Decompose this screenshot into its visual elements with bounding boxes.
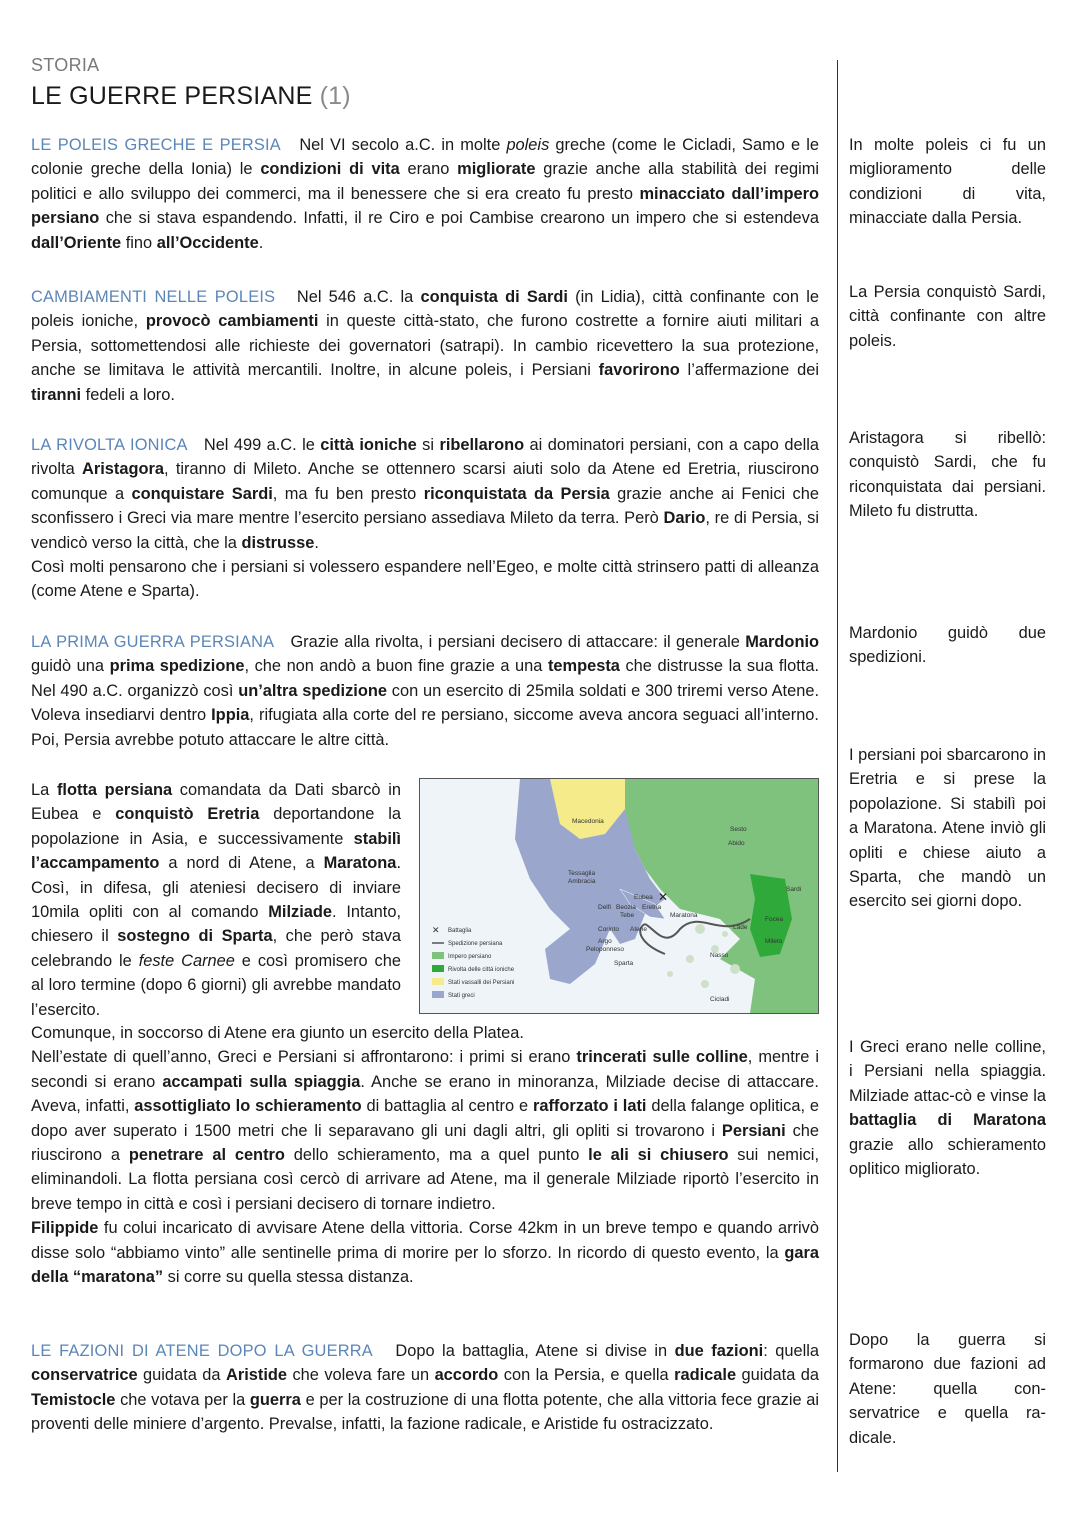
- legend-label: Spedizione persiana: [448, 941, 503, 947]
- page-title: [31, 82, 351, 111]
- text-run: : quella: [763, 1342, 819, 1360]
- text-run: Nel 546 a.C. la: [296, 288, 421, 306]
- text-run: , tiranno di Mileto. Anche se ottennero scarsi aiuti solo da Atene ed Eretria, riuscirono comunque a: [31, 460, 820, 503]
- side-note: [849, 1035, 1046, 1181]
- text-run: feste Carnee: [138, 951, 235, 970]
- text-run: , che però stava celebrando le: [31, 927, 402, 970]
- text-run: penetrare al centro: [128, 1146, 285, 1165]
- column-divider: [837, 60, 838, 1472]
- text-run: radicale: [674, 1366, 737, 1385]
- text-run: che riuscirono a: [31, 1121, 819, 1165]
- text-run: che votava per la: [115, 1390, 250, 1409]
- text-run: , ma fu ben presto: [272, 484, 424, 503]
- text-run: conquistò Eretria: [115, 805, 260, 824]
- text-run: grazie anche ai Fenici che sconfissero i Greci via mare mentre l’esercito persiano assediava Mileto da terra. Però: [31, 484, 819, 528]
- text-run: deportandone la popolazione in Asia, e successivamente: [31, 805, 401, 848]
- title-text: LE GUERRE PERSIANE: [31, 82, 313, 110]
- text-run: sostegno di Sparta: [117, 927, 273, 946]
- title-number: (1): [319, 82, 351, 110]
- map-label: Peloponneso: [586, 946, 624, 953]
- section-rivolta-ionica: [31, 433, 819, 604]
- text-run: città ioniche: [320, 436, 417, 454]
- map-label: Cicladi: [710, 996, 730, 1003]
- text-run: poleis: [506, 136, 550, 154]
- platea-line: Comunque, in soccorso di Atene era giunto un esercito della Platea.: [31, 1024, 524, 1042]
- text-run: che si stava espandendo. Infatti, il re Ciro e poi Cambise crearono un impero che si estendeva: [99, 209, 819, 228]
- text-run: La: [31, 781, 57, 799]
- text-run: conservatrice: [31, 1366, 138, 1385]
- text-run: con un esercito di 25mila soldati e 300 triremi verso Atene. Voleva insediarvi dentro: [31, 681, 819, 725]
- text-run: battaglia di Maratona: [849, 1111, 1046, 1130]
- side-note-text: I persiani poi sbarcarono in Eretria e si prese la popolazione. Si stabilì poi a Maratona. Atene inviò gli opliti e chiese aiuto a Sparta, che mandò un esercito sei giorni dopo.: [849, 746, 1046, 911]
- text-run: grazie anche alla stabilità dei regimi politici e allo sviluppo dei commerci, ma il benessere che si era creato fu presto: [31, 160, 820, 203]
- text-run: accampati sulla spiaggia: [162, 1072, 361, 1091]
- text-run: Aristagora: [82, 460, 164, 479]
- map-label: Sardi: [786, 886, 802, 893]
- text-run: riconquistata da Persia: [423, 484, 610, 503]
- text-run: due fazioni: [674, 1342, 764, 1360]
- section-heading: LA PRIMA GUERRA PERSIANA: [31, 633, 275, 651]
- text-run: Nel 499 a.C. le: [203, 436, 321, 454]
- text-run: che distrusse la sua flotta. Nel 490 a.C. organizzò così: [31, 657, 819, 700]
- section-paragraph: [31, 630, 819, 752]
- map-label: Argo: [598, 938, 612, 945]
- map-label: Ambracia: [568, 878, 596, 885]
- text-run: fino: [121, 233, 157, 252]
- filippide-paragraph: [31, 1216, 819, 1289]
- text-run: guidata da: [137, 1366, 226, 1385]
- text-run: Dopo la battaglia, Atene si divise in: [395, 1342, 675, 1360]
- text-run: Persiani: [721, 1121, 786, 1140]
- persian-swatch: [432, 952, 444, 959]
- section-poleis-persia: [31, 133, 819, 255]
- text-run: dall’Oriente: [31, 233, 122, 252]
- side-note: [849, 621, 1046, 670]
- text-run: migliorate: [457, 160, 536, 179]
- subject-label: STORIA: [31, 55, 100, 75]
- text-run: un’altra spedizione: [238, 681, 387, 700]
- text-run: guidata da: [736, 1366, 819, 1385]
- text-run: e per la costruzione di una flotta potente, che alla vittoria fece grazie ai proventi delle miniere d’argento. Prevalse, infatti, la fazione radicale, e Aristide fu ostracizzato.: [31, 1390, 820, 1434]
- side-note: [849, 133, 1046, 231]
- text-run: in queste città-stato, che furono costrette a fornire aiuti militari a Persia, sottomettendosi alle richieste dei governatori (satrapi). In cambio ricevettero la sua protezione, anche se limitava le attività mercantili. Inoltre, in alcune poleis, i Persiani: [31, 312, 819, 380]
- side-note: [849, 426, 1046, 524]
- text-run: Ippia: [211, 706, 250, 725]
- text-run: .: [258, 233, 264, 252]
- text-run: si corre su quella stessa distanza.: [163, 1268, 414, 1287]
- text-run: assottigliato lo schieramento: [134, 1097, 362, 1116]
- greek-swatch: [432, 991, 444, 998]
- text-run: erano: [399, 160, 458, 179]
- map-block: [31, 778, 819, 1022]
- map-label: Corinto: [598, 926, 619, 933]
- map-label: Atene: [630, 926, 647, 933]
- map-label: Abido: [728, 840, 745, 847]
- legend-label: Stati greci: [448, 993, 475, 999]
- text-run: che voleva fare un: [287, 1366, 435, 1385]
- text-run: grazie allo schieramento oplitico migliorato.: [849, 1135, 1046, 1179]
- text-run: a nord di Atene, a: [159, 854, 324, 873]
- paragraph-body: [31, 1048, 819, 1212]
- legend-label: Battaglia: [448, 928, 472, 934]
- text-run: Mardonio: [745, 633, 820, 651]
- side-note-text: In molte poleis ci fu un miglioramento delle condizioni di vita, minacciate dalla Persia.: [849, 136, 1046, 228]
- text-run: sui nemici, eliminandoli. La flotta persiana così cercò di arrivare ad Atene, ma il generale Milziade riportò l’esercito in breve tempo in città e così i persiani decisero di tornare indietro.: [31, 1146, 819, 1213]
- text-run: prima spedizione: [109, 657, 245, 676]
- text-run: trincerati sulle colline: [576, 1048, 748, 1067]
- map-legend: [432, 926, 515, 999]
- text-run: guerra: [249, 1390, 301, 1409]
- map-label: Beozia: [616, 904, 636, 911]
- text-run: fedeli a loro.: [81, 385, 175, 404]
- section-paragraph: [31, 133, 819, 255]
- text-run: ai dominatori persiani, con a capo della rivolta: [31, 436, 819, 479]
- text-run: greche (come le Cicladi, Samo e le colonie greche della Ionia) le: [31, 136, 819, 179]
- island: [722, 931, 728, 937]
- text-run: comandata da Dati sbarcò in Eubea e: [31, 781, 401, 824]
- side-note-text: Mardonio guidò due spedizioni.: [849, 624, 1046, 667]
- vassal-swatch: [432, 978, 444, 985]
- text-run: con la Persia, e quella: [498, 1366, 675, 1385]
- text-run: guidò una: [31, 657, 110, 676]
- map-label: Mileto: [765, 938, 783, 945]
- text-run: di battaglia al centro e: [361, 1097, 533, 1116]
- text-run: tiranni: [31, 385, 82, 404]
- text-run: Filippide: [31, 1219, 99, 1238]
- text-run: minacciato dall’impero persiano: [31, 184, 819, 228]
- text-run: e così promisero che al loro termine (dopo 6 giorni) gli avrebbe mandato l’esercito.: [31, 951, 401, 1019]
- text-run: Maratona: [323, 854, 397, 873]
- side-note: [849, 1328, 1046, 1450]
- map-label: Eubea: [634, 894, 653, 901]
- text-run: della falange oplitica, e dopo aver superato i 1500 metri che li separavano gli uni dagli altri, gli opliti si trovarono i: [31, 1097, 819, 1140]
- section-extra: Così molti pensarono che i persiani si volessero espandere nell’Egeo, e molte città strinsero patti di alleanza (come Atene e Sparta).: [31, 558, 819, 601]
- text-run: Nell’estate di quell’anno, Greci e Persiani si affrontarono: i primi si erano: [31, 1048, 577, 1067]
- text-run: stabilì l’accampamento: [31, 829, 401, 873]
- text-run: favorirono: [598, 361, 680, 380]
- island: [730, 964, 740, 974]
- legend-label: Impero persiano: [448, 954, 492, 960]
- text-run: flotta persiana: [56, 781, 173, 799]
- section-battle: [31, 1021, 819, 1289]
- battle-icon: ✕: [432, 926, 440, 936]
- map-label: Eretria: [642, 904, 662, 911]
- map-figure: [419, 778, 819, 1014]
- island: [667, 971, 673, 977]
- legend-label: Rivolta delle città ioniche: [448, 967, 515, 973]
- text-run: gara della “maratona”: [31, 1243, 819, 1287]
- paragraph-body: [31, 781, 401, 1019]
- text-run: I Greci erano nelle colline, i Persiani nella spiaggia. Milziade attac-cò e vinse la: [849, 1038, 1046, 1105]
- text-run: ribellarono: [439, 436, 525, 454]
- map-label: Lade: [733, 924, 748, 931]
- text-run: Aristide: [225, 1366, 288, 1385]
- map-label: Sesto: [730, 826, 747, 833]
- map-label: Sparta: [614, 960, 634, 967]
- map-label: Macedonia: [572, 818, 604, 825]
- side-note-text: Aristagora si ribellò: conquistò Sardi, che fu riconquistata dai persiani. Mileto fu distrutta.: [849, 429, 1046, 521]
- text-run: accordo: [434, 1366, 499, 1385]
- ionic-swatch: [432, 965, 444, 972]
- text-run: Dario: [663, 509, 706, 528]
- battle-paragraph: [31, 1045, 819, 1216]
- text-run: l’affermazione dei: [679, 361, 819, 380]
- island: [701, 980, 709, 988]
- text-run: Grazie alla rivolta, i persiani decisero di attaccare: il generale: [290, 633, 746, 651]
- section-fazioni: [31, 1339, 819, 1437]
- map-label: Delfi: [598, 904, 612, 911]
- text-run: conquista di Sardi: [420, 288, 568, 306]
- text-run: .: [314, 533, 319, 552]
- map-label: Nasso: [710, 952, 729, 959]
- text-run: . Anche se erano in minoranza, Milziade decise di attaccare. Aveva, infatti,: [31, 1072, 819, 1116]
- text-run: (in Lidia), città confinante con le poleis ioniche,: [31, 288, 819, 331]
- text-run: all’Occidente: [156, 233, 259, 252]
- text-run: . Così, in difesa, gli ateniesi decisero di inviare 10mila opliti con al comando: [31, 854, 401, 922]
- text-run: , che non andò a buon fine grazie a una: [244, 657, 548, 676]
- text-run: dello schieramento, ma a quel punto: [284, 1146, 589, 1165]
- text-run: , re di Persia, si vendicò verso la città, che la: [31, 509, 819, 552]
- legend-label: Stati vassalli dei Persiani: [448, 980, 515, 986]
- text-run: tempesta: [547, 657, 620, 676]
- map-label: Tessaglia: [568, 870, 596, 877]
- greece-map: [420, 779, 818, 1013]
- text-run: distrusse: [241, 533, 315, 552]
- section-heading: LA RIVOLTA IONICA: [31, 436, 188, 454]
- text-run: Nel VI secolo a.C. in molte: [299, 136, 507, 154]
- side-note: [849, 743, 1046, 914]
- section-cambiamenti: [31, 285, 819, 407]
- section-paragraph: [31, 1339, 819, 1437]
- text-run: si: [416, 436, 440, 454]
- island: [686, 955, 694, 963]
- text-run: , mentre i secondi si erano: [31, 1048, 819, 1091]
- map-label: Focea: [765, 916, 784, 923]
- side-note-text: La Persia conquistò Sardi, città confinante con altre poleis.: [849, 283, 1046, 350]
- text-run: conquistare Sardi: [131, 484, 273, 503]
- section-heading: LE FAZIONI DI ATENE DOPO LA GUERRA: [31, 1342, 373, 1360]
- text-run: Milziade: [268, 903, 333, 922]
- text-run: , rifugiata alla corte del re persiano, siccome aveva ancora seguaci all’interno. Poi, Persia avrebbe potuto attaccare le altre città.: [31, 706, 819, 749]
- text-run: provocò cambiamenti: [145, 312, 319, 331]
- island: [695, 924, 705, 934]
- section-paragraph: [31, 285, 819, 407]
- side-note: [849, 280, 1046, 353]
- text-run: fu colui incaricato di avvisare Atene della vittoria. Corse 42km in un breve tempo e quando arrivò disse solo “abbiamo vinto” alle sentinelle prima di morire per lo sforzo. In ricordo di questo evento, la: [31, 1219, 819, 1262]
- map-label: Maratona: [670, 912, 698, 919]
- section-heading: CAMBIAMENTI NELLE POLEIS: [31, 288, 276, 306]
- text-run: Temistocle: [31, 1390, 116, 1409]
- battle-marker-icon: ✕: [658, 890, 669, 904]
- paragraph-body: [31, 1219, 819, 1286]
- text-run: . Intanto, chiesero il: [31, 903, 401, 946]
- side-note-text: [849, 1035, 1046, 1181]
- section-paragraph: [31, 433, 819, 555]
- marathon-paragraph: [31, 778, 401, 1022]
- section-prima-guerra: [31, 630, 819, 752]
- side-note-text: Dopo la guerra si formarono due fazioni ad Atene: quella con-servatrice e quella ra-dicale.: [849, 1331, 1046, 1447]
- map-label: Tebe: [620, 912, 635, 919]
- text-run: condizioni di vita: [260, 160, 400, 179]
- section-heading: LE POLEIS GRECHE E PERSIA: [31, 136, 281, 154]
- text-run: le ali si chiusero: [588, 1146, 729, 1165]
- text-run: rafforzato i lati: [532, 1097, 647, 1116]
- paragraph-body: [849, 1038, 1046, 1178]
